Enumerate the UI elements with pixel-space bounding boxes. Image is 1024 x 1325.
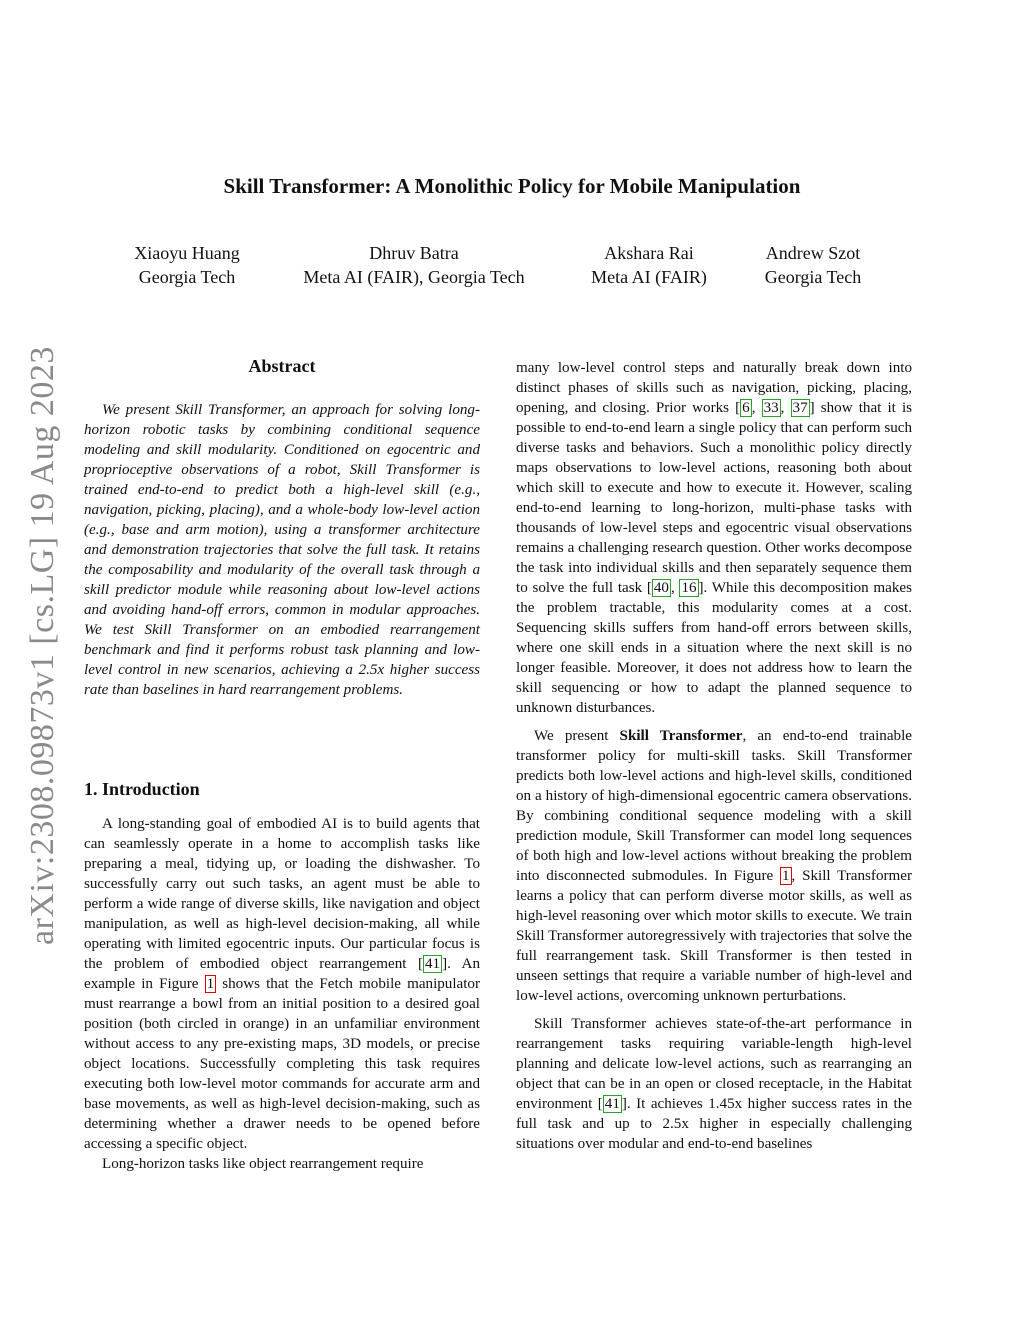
citation-link[interactable]: 40: [653, 580, 669, 596]
figure-ref-link[interactable]: 1: [206, 976, 215, 992]
author-affiliation: Meta AI (FAIR), Georgia Tech: [303, 267, 525, 287]
section-heading-introduction: 1. Introduction: [84, 779, 200, 799]
author-name: Andrew Szot: [765, 243, 861, 263]
right-column: [516, 358, 912, 1154]
text-run: shows that the Fetch mobile manipulator must rearrange a bowl from an initial position to a desired goal position (both circled in orange) in an unfamiliar environment without access to any pre-existing maps, 3D models, or precise object locations. Successfully completing this task requires executing both low-level motor commands for accurate arm and base movements, as well as high-level decision-making, such as determining whether a drawer needs to be opened before accessing a specific object.: [84, 976, 481, 1152]
paragraph: [516, 1014, 912, 1154]
text-run: , Skill Transformer learns a policy that can perform diverse motor skills, as well as high-level reasoning over which motor skills to execute. We train Skill Transformer autoregressively with trajectories that solve the full rearrangement task. Skill Transformer is then tested in unseen settings that require a variable number of high-level and low-level actions, overcoming unknown perturbations.: [516, 868, 912, 1004]
author-name: Dhruv Batra: [369, 243, 459, 263]
author-name: Akshara Rai: [604, 243, 694, 263]
author-name: Xiaoyu Huang: [134, 243, 240, 263]
figure-ref-link[interactable]: 1: [781, 868, 790, 884]
text-run: ] show that it is possible to end-to-end learn a single policy that can perform such diverse tasks and behaviors. Such a monolithic policy directly maps observations to low-level actions, reasoning both about which skill to execute and how to execute it. However, scaling end-to-end learning to long-horizon, multi-phase tasks with thousands of low-level steps and egocentric visual observations remains a challenging research question. Other works decompose the task into individual skills and then separately sequence them to solve the full task [: [516, 400, 913, 596]
author-block: [134, 241, 239, 289]
text-run: many low-level control steps and naturally break down into distinct phases of skills such as navigation, picking, placing, opening, and closing. Prior works [: [516, 360, 912, 416]
bold-term: Skill Transformer: [619, 728, 743, 744]
text-run: ]. While this decomposition makes the problem tractable, this modularity comes at a cost. Sequencing skills suffers from hand-off errors between skills, where one skill ends in a situation where the next skill is no longer feasible. Moreover, it does not address how to learn the skill sequencing or how to adapt the planned sequence to unknown disturbances.: [516, 580, 912, 716]
author-affiliation: Meta AI (FAIR): [591, 267, 707, 287]
citation-link[interactable]: 41: [604, 1096, 620, 1112]
text-run: ]. An example in Figure: [84, 956, 481, 992]
author-affiliation: Georgia Tech: [138, 267, 236, 287]
left-column: [84, 814, 480, 1174]
text-run: A long-standing goal of embodied AI is to build agents that can seamlessly operate in a home to accomplish tasks like preparing a meal, tidying up, or loading the dishwasher. To successfully carry out such tasks, an agent must be able to perform a wide range of diverse skills, like navigation and object manipulation, as well as high-level decision-making, all while operating with limited egocentric inputs. Our particular focus is the problem of embodied object rearrangement [: [84, 816, 480, 972]
citation-link[interactable]: 6: [742, 400, 750, 416]
citation-link[interactable]: 16: [681, 580, 697, 596]
abstract-text: We present Skill Transformer, an approach for solving long-horizon robotic tasks by combining conditional sequence modeling and skill modularity. Conditioned on egocentric and proprioceptive observations of a robot, Skill Transformer is trained end-to-end to predict both a high-level skill (e.g., navigation, picking, placing), and a whole-body low-level action (e.g., base and arm motion), using a transformer architecture and demonstration trajectories that solve the full task. It retains the composability and modularity of the overall task through a skill predictor module while reasoning about low-level actions and avoiding hand-off errors, common in modular approaches. We test Skill Transformer on an embodied rearrangement benchmark and find it performs robust task planning and low-level control in new scenarios, achieving a 2.5x higher success rate than baselines in hard rearrangement problems.: [84, 402, 480, 698]
paragraph: [84, 814, 480, 1154]
text-run: Skill Transformer achieves state-of-the-art performance in rearrangement tasks requiring variable-length high-level planning and delicate low-level actions, such as rearranging an object that can be in an open or closed receptacle, in the Habitat environment [: [516, 1016, 912, 1112]
arxiv-identifier: arXiv:2308.09873v1 [cs.LG] 19 Aug 2023: [24, 346, 61, 945]
text-run: We present: [534, 728, 620, 744]
citation-link[interactable]: 41: [424, 956, 441, 972]
author-affiliation: Georgia Tech: [764, 267, 862, 287]
citation-link[interactable]: 33: [763, 400, 779, 416]
author-block: [765, 241, 862, 289]
text-run: , an end-to-end trainable transformer policy for multi-skill tasks. Skill Transformer predicts both low-level actions and high-level skills, conditioned on a history of high-dimensional egocentric camera observations. By combining conditional sequence modeling with a skill prediction module, Skill Transformer can model long sequences of both high and low-level actions without breaking the problem into disconnected submodules. In Figure: [516, 728, 912, 884]
paragraph: [516, 358, 912, 718]
author-block: [591, 241, 707, 289]
text-run: ]. It achieves 1.45x higher success rates in the full task and up to 2.5x higher in especially challenging situations over modular and end-to-end baselines: [516, 1096, 912, 1152]
paper-title: Skill Transformer: A Monolithic Policy for Mobile Manipulation: [223, 174, 801, 198]
citation-link[interactable]: 37: [792, 400, 808, 416]
text-run: ,: [780, 400, 791, 416]
paragraph: [516, 726, 912, 1006]
text-run: ,: [751, 400, 762, 416]
text-run: ,: [670, 580, 680, 596]
paragraph: Long-horizon tasks like object rearrangement require: [102, 1156, 424, 1172]
abstract-heading: Abstract: [248, 356, 316, 376]
author-block: [303, 241, 524, 289]
